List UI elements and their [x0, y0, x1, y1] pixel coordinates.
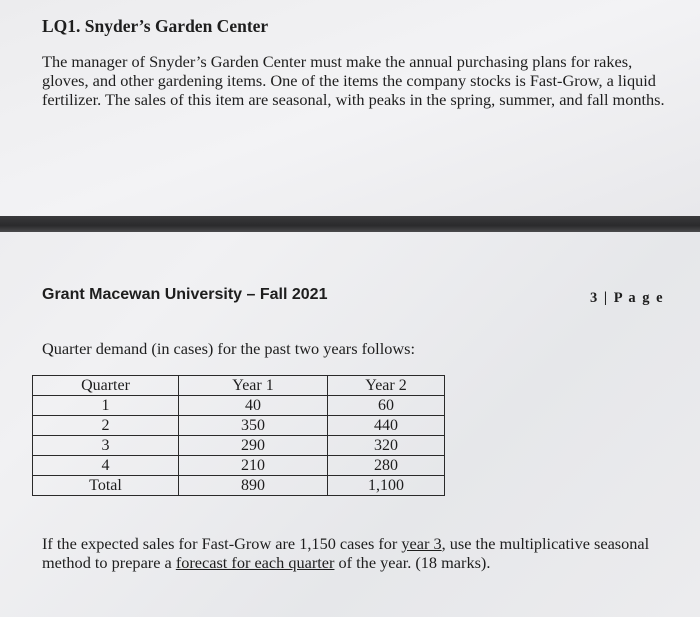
page-divider — [0, 216, 700, 232]
question-line-1-start: If the expected sales for Fast-Grow are 1,150 cases for — [42, 534, 402, 553]
quarter-cell: 3 — [33, 436, 179, 456]
year-2-cell: 320 — [328, 436, 445, 456]
question-line-2-end: of the year. (18 marks). — [334, 553, 491, 572]
table-row — [33, 416, 445, 436]
problem-intro — [42, 52, 694, 109]
year-2-total-cell: 1,100 — [328, 476, 445, 496]
demand-table — [32, 375, 445, 496]
year-1-cell: 350 — [179, 416, 328, 436]
intro-line-3: fertilizer. The sales of this item are seasonal, with peaks in the spring, summer, and fall months. — [42, 90, 665, 109]
year-1-cell: 40 — [179, 396, 328, 416]
year-1-total-cell: 890 — [179, 476, 328, 496]
table-row — [33, 436, 445, 456]
demand-intro: Quarter demand (in cases) for the past two years follows: — [42, 339, 415, 358]
question-year-3-underlined: year 3 — [401, 534, 442, 553]
table-header-row — [33, 376, 445, 396]
quarter-cell: 4 — [33, 456, 179, 476]
header-year-2: Year 2 — [328, 376, 445, 396]
question-forecast-underlined: forecast for each quarter — [175, 553, 335, 572]
table-row — [33, 456, 445, 476]
page-number: 3 | P a g e — [590, 290, 665, 306]
table-total-row — [33, 476, 445, 496]
quarter-cell: 2 — [33, 416, 179, 436]
page-footer-university: Grant Macewan University – Fall 2021 — [42, 286, 328, 303]
year-2-cell: 440 — [328, 416, 445, 436]
year-2-cell: 60 — [328, 396, 445, 416]
header-year-1: Year 1 — [179, 376, 328, 396]
year-2-cell: 280 — [328, 456, 445, 476]
quarter-cell: 1 — [33, 396, 179, 416]
question-line-1 — [42, 534, 692, 553]
total-label-cell: Total — [33, 476, 179, 496]
question-text — [42, 534, 692, 572]
intro-line-2: gloves, and other gardening items. One of the items the company stocks is Fast-Grow, a liquid — [42, 71, 656, 90]
year-1-cell: 290 — [179, 436, 328, 456]
question-line-1-end: , use the multiplicative seasonal — [441, 534, 650, 553]
header-quarter: Quarter — [33, 376, 179, 396]
question-line-2-start: method to prepare a — [42, 553, 176, 572]
problem-heading: LQ1. Snyder’s Garden Center — [42, 16, 269, 36]
year-1-cell: 210 — [179, 456, 328, 476]
intro-line-1: The manager of Snyder’s Garden Center must make the annual purchasing plans for rakes, — [42, 52, 633, 71]
table-row — [33, 396, 445, 416]
question-line-2 — [42, 553, 692, 572]
